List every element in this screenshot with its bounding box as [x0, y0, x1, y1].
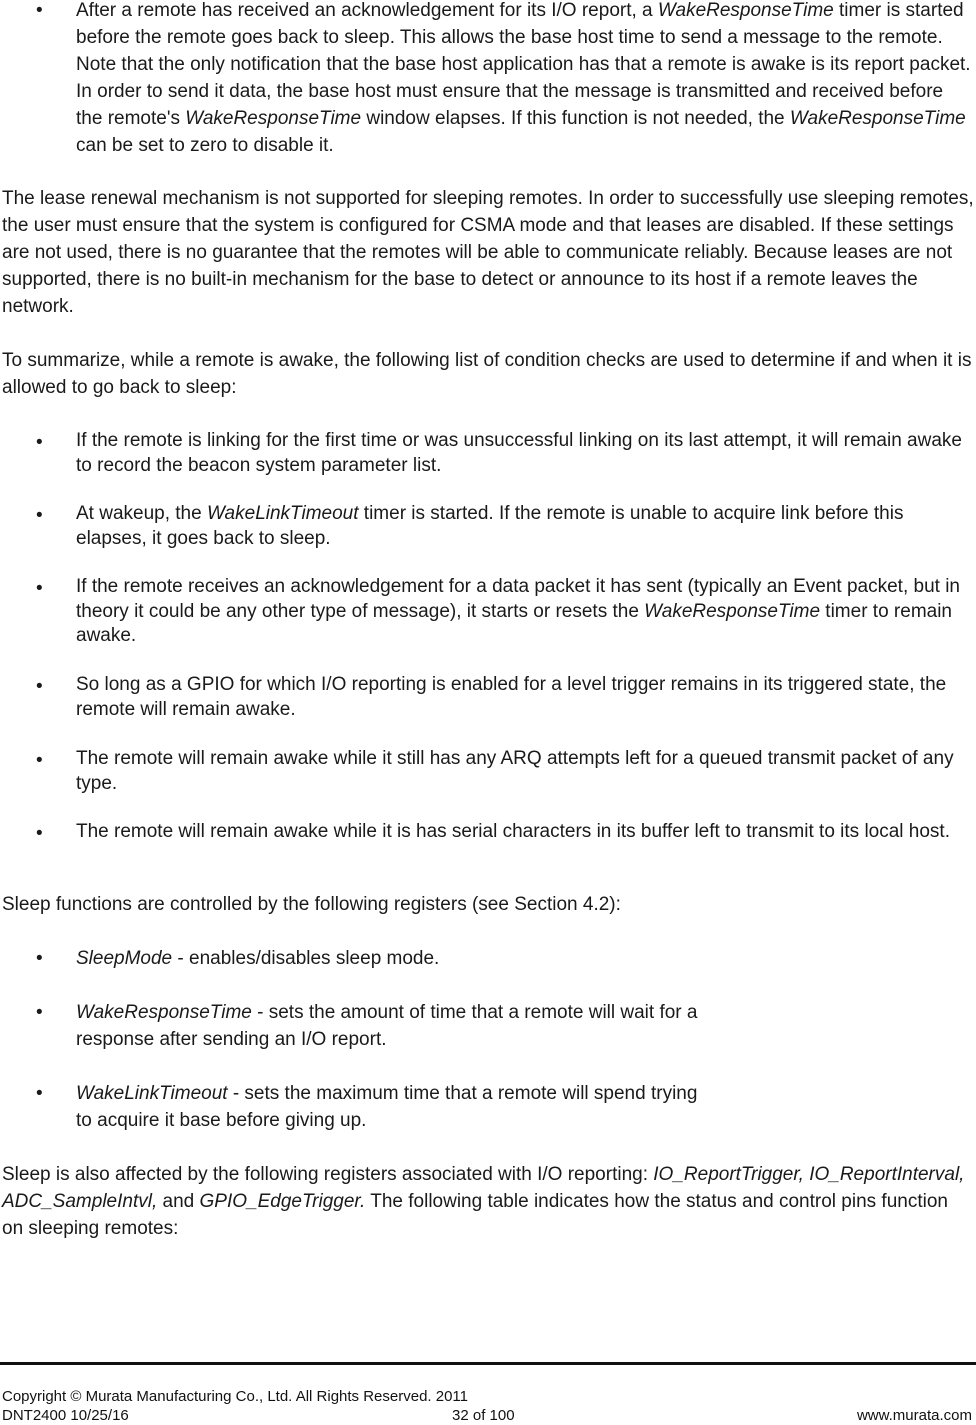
bullet-dot: •: [36, 1002, 43, 1023]
bullet-dot: •: [36, 1083, 43, 1104]
paragraph-lease-renewal: The lease renewal mechanism is not supported for sleeping remotes. In order to successfully use sleeping remotes, the user must ensure that the system is configured for CSMA mode and that leases are disabled. If these settings are not used, there is no guarantee that the remotes will be able to communicate reliably. Because leases are not supported, there is no built-in mechanism for the base to detect or announce to its host if a remote leaves the network.: [2, 188, 974, 317]
bullet-dot: •: [36, 432, 43, 453]
bullet-dot: •: [36, 948, 43, 969]
bullet-dot: •: [36, 578, 43, 599]
footer-copyright: Copyright © Murata Manufacturing Co., Ltd. All Rights Reserved. 2011: [2, 1388, 469, 1405]
paragraph-summary: To summarize, while a remote is awake, the following list of condition checks are used to determine if and when it is allowed to go back to sleep:: [2, 350, 972, 398]
bullet-dot: •: [36, 823, 43, 844]
paragraph-sleep-registers: Sleep functions are controlled by the following registers (see Section 4.2):: [2, 894, 621, 915]
bullet-dot: •: [36, 676, 43, 697]
bullet-dot: •: [36, 0, 43, 21]
bullet-dot: •: [36, 750, 43, 771]
bullet-dot: •: [36, 505, 43, 526]
footer-page-number: 32 of 100: [452, 1407, 515, 1424]
footer-doc-id: DNT2400 10/25/16: [2, 1407, 129, 1424]
footer-website-link[interactable]: www.murata.com: [856, 1407, 972, 1424]
footer-divider: [0, 1362, 976, 1365]
paragraph-io-reporting: Sleep is also affected by the following registers associated with I/O reporting: IO_ReportTrigger, IO_ReportInterval, ADC_SampleIntvl, and GPIO_EdgeTrigger. The following table indicates how the status and control pins function on sleeping remotes:: [2, 1164, 965, 1239]
